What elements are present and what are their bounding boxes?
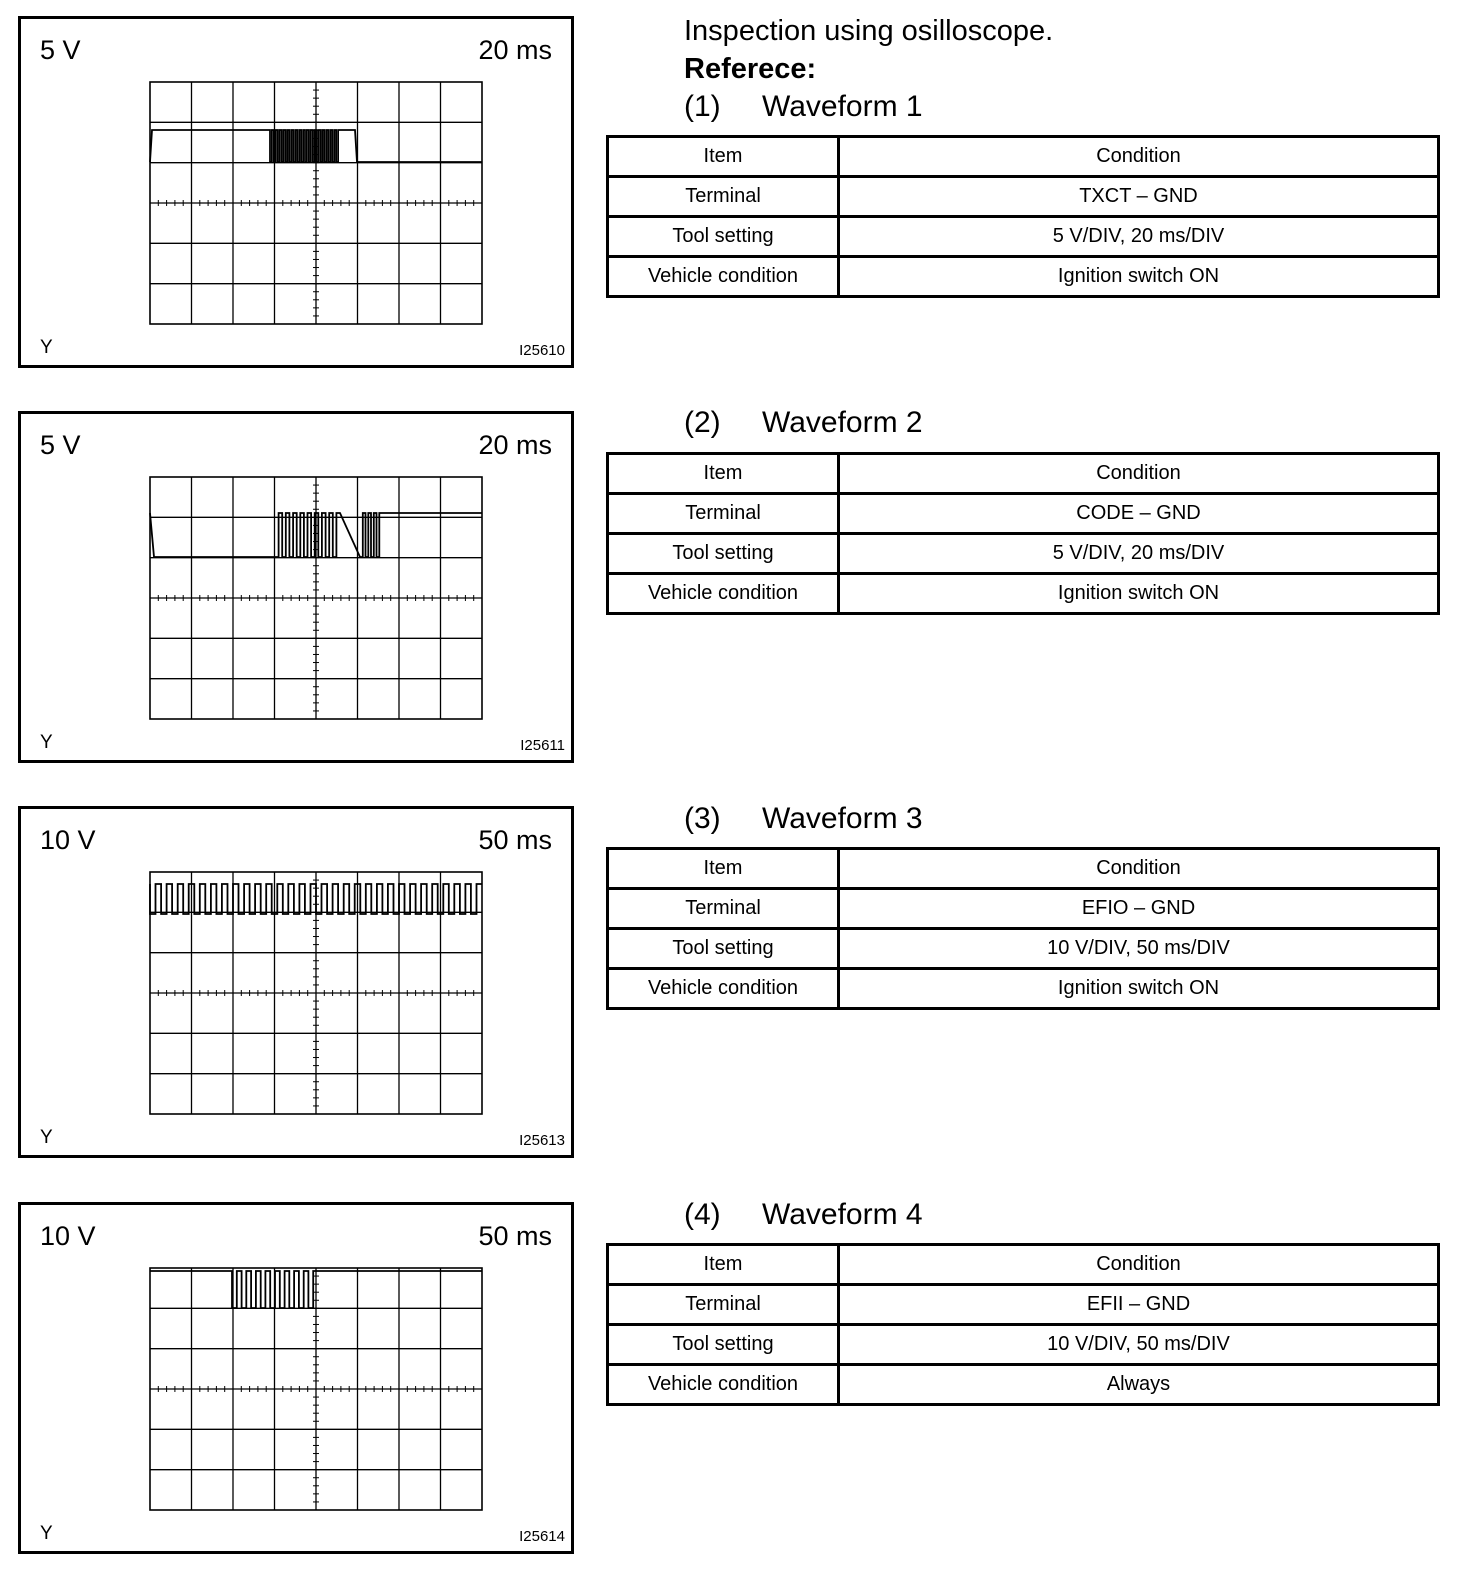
row-value: 10 V/DIV, 50 ms/DIV bbox=[839, 929, 1439, 969]
row-value: TXCT – GND bbox=[839, 177, 1439, 217]
table-header-row bbox=[608, 137, 1439, 177]
header-item: Item bbox=[608, 1245, 839, 1285]
y-label: Y bbox=[40, 337, 53, 358]
oscilloscope-screen-2 bbox=[18, 411, 574, 763]
row-label: Tool setting bbox=[608, 1325, 839, 1365]
table-row bbox=[608, 257, 1439, 297]
table-row bbox=[608, 574, 1439, 614]
row-label: Terminal bbox=[608, 1285, 839, 1325]
row-value: Ignition switch ON bbox=[839, 257, 1439, 297]
waveform-number: (4) bbox=[684, 1198, 721, 1231]
time-div-label: 50 ms bbox=[478, 825, 552, 855]
row-label: Tool setting bbox=[608, 534, 839, 574]
header-condition: Condition bbox=[839, 137, 1439, 177]
time-div-label: 20 ms bbox=[478, 35, 552, 65]
row-label: Terminal bbox=[608, 494, 839, 534]
table-header-row bbox=[608, 849, 1439, 889]
table-header-row bbox=[608, 454, 1439, 494]
row-label: Vehicle condition bbox=[608, 969, 839, 1009]
table-row bbox=[608, 534, 1439, 574]
reference-label: Referece: bbox=[684, 53, 817, 85]
y-label: Y bbox=[40, 1523, 53, 1544]
row-label: Terminal bbox=[608, 889, 839, 929]
row-value: Ignition switch ON bbox=[839, 574, 1439, 614]
row-label: Tool setting bbox=[608, 217, 839, 257]
time-div-label: 20 ms bbox=[478, 430, 552, 460]
waveform-trace bbox=[150, 884, 482, 914]
waveform-title: Waveform 1 bbox=[762, 90, 923, 123]
waveform-title: Waveform 3 bbox=[762, 802, 923, 835]
intro-text: Inspection using osilloscope. bbox=[684, 15, 1054, 47]
waveform-heading-4 bbox=[684, 1198, 923, 1232]
row-value: CODE – GND bbox=[839, 494, 1439, 534]
volt-div-label: 5 V bbox=[40, 430, 81, 460]
table-header-row bbox=[608, 1245, 1439, 1285]
figure-code: I25611 bbox=[520, 737, 565, 754]
table-row bbox=[608, 969, 1439, 1009]
table-row bbox=[608, 1325, 1439, 1365]
condition-table-2 bbox=[606, 452, 1440, 615]
volt-div-label: 10 V bbox=[40, 825, 96, 855]
row-value: EFII – GND bbox=[839, 1285, 1439, 1325]
table-row bbox=[608, 1365, 1439, 1405]
row-value: EFIO – GND bbox=[839, 889, 1439, 929]
oscilloscope-screen-1 bbox=[18, 16, 574, 368]
volt-div-label: 10 V bbox=[40, 1221, 96, 1251]
waveform-heading-3 bbox=[684, 802, 923, 836]
header-condition: Condition bbox=[839, 454, 1439, 494]
condition-table-3 bbox=[606, 847, 1440, 1010]
table-row bbox=[608, 929, 1439, 969]
row-value: 5 V/DIV, 20 ms/DIV bbox=[839, 217, 1439, 257]
table-row bbox=[608, 177, 1439, 217]
figure-code: I25610 bbox=[519, 342, 565, 359]
table-row bbox=[608, 217, 1439, 257]
y-label: Y bbox=[40, 732, 53, 753]
table-row bbox=[608, 494, 1439, 534]
row-label: Vehicle condition bbox=[608, 574, 839, 614]
row-value: 5 V/DIV, 20 ms/DIV bbox=[839, 534, 1439, 574]
header-condition: Condition bbox=[839, 849, 1439, 889]
oscilloscope-screen-3 bbox=[18, 806, 574, 1158]
header-item: Item bbox=[608, 849, 839, 889]
figure-code: I25614 bbox=[519, 1528, 565, 1545]
table-row bbox=[608, 889, 1439, 929]
scope-grid bbox=[150, 477, 482, 719]
oscilloscope-screen-4 bbox=[18, 1202, 574, 1554]
header-condition: Condition bbox=[839, 1245, 1439, 1285]
waveform-title: Waveform 4 bbox=[762, 1198, 923, 1231]
condition-table-1 bbox=[606, 135, 1440, 298]
row-label: Terminal bbox=[608, 177, 839, 217]
waveform-title: Waveform 2 bbox=[762, 406, 923, 439]
row-value: Always bbox=[839, 1365, 1439, 1405]
waveform-heading-2 bbox=[684, 406, 923, 440]
waveform-heading-1 bbox=[684, 90, 923, 124]
time-div-label: 50 ms bbox=[478, 1221, 552, 1251]
waveform-trace bbox=[150, 130, 482, 162]
header-item: Item bbox=[608, 454, 839, 494]
row-value: Ignition switch ON bbox=[839, 969, 1439, 1009]
table-row bbox=[608, 1285, 1439, 1325]
intro bbox=[684, 12, 1053, 88]
row-label: Tool setting bbox=[608, 929, 839, 969]
volt-div-label: 5 V bbox=[40, 35, 81, 65]
row-label: Vehicle condition bbox=[608, 257, 839, 297]
waveform-number: (3) bbox=[684, 802, 721, 835]
waveform-number: (1) bbox=[684, 90, 721, 123]
header-item: Item bbox=[608, 137, 839, 177]
figure-code: I25613 bbox=[519, 1132, 565, 1149]
condition-table-4 bbox=[606, 1243, 1440, 1406]
y-label: Y bbox=[40, 1127, 53, 1148]
scope-grid bbox=[150, 872, 482, 1114]
row-label: Vehicle condition bbox=[608, 1365, 839, 1405]
scope-grid bbox=[150, 82, 482, 324]
waveform-number: (2) bbox=[684, 406, 721, 439]
row-value: 10 V/DIV, 50 ms/DIV bbox=[839, 1325, 1439, 1365]
scope-grid bbox=[150, 1268, 482, 1510]
